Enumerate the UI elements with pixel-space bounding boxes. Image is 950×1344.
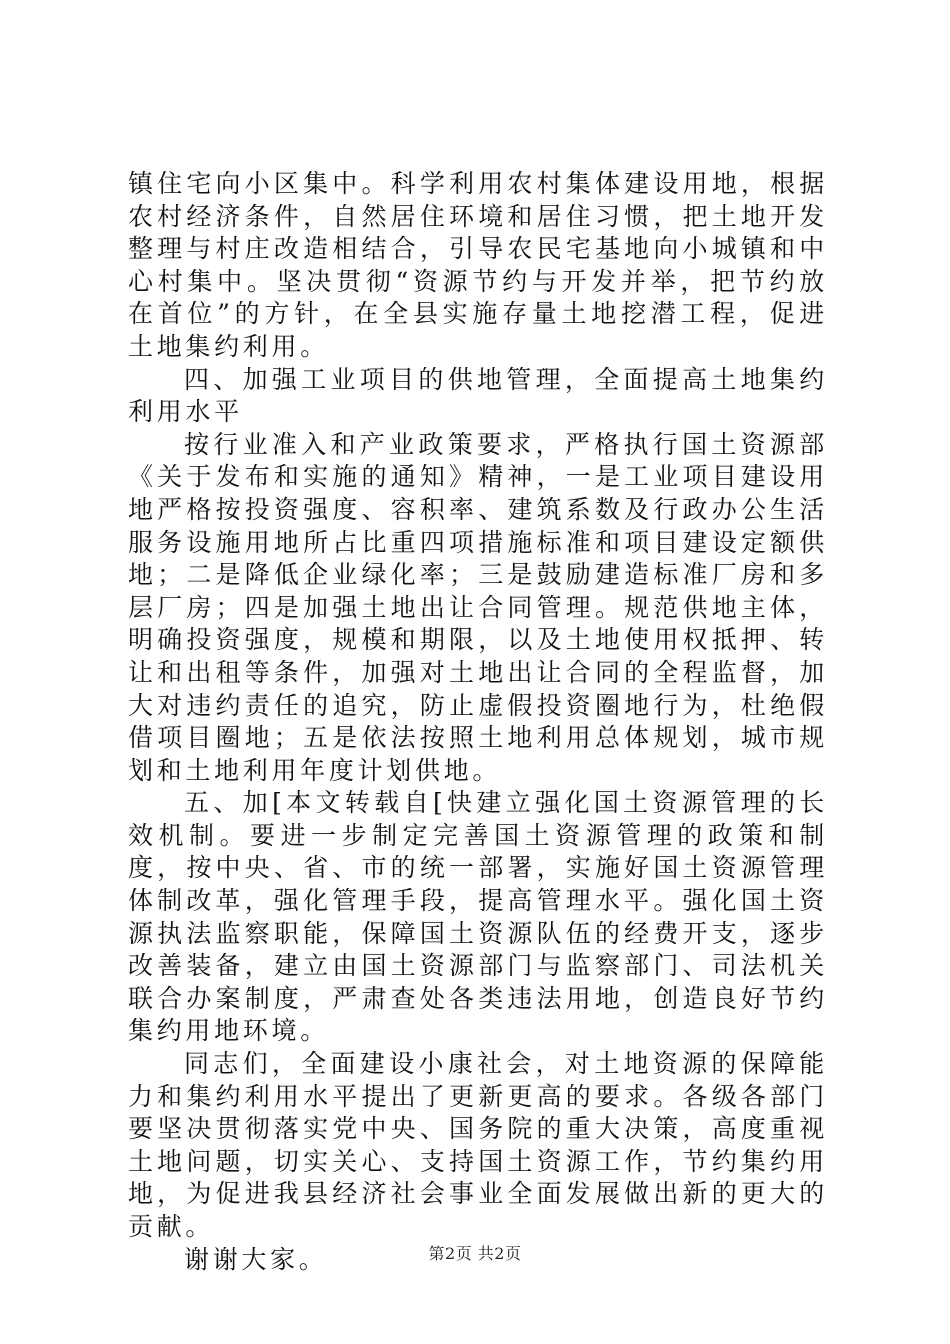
paragraph-continuation: 镇住宅向小区集中。科学利用农村集体建设用地，根据农村经济条件，自然居住环境和居住习惯，把土地开发整理与村庄改造相结合，引导农民宅基地向小城镇和中心村集中。坚决贯彻“资源节约与开发并举，把节约放在首位”的方针，在全县实施存量土地挖潜工程，促进土地集约利用。	[128, 169, 828, 361]
page-number-footer: 第2页 共2页	[428, 1244, 522, 1263]
paragraph-closing: 同志们，全面建设小康社会，对土地资源的保障能力和集约利用水平提出了更新更高的要求。各级各部门要坚决贯彻落实党中央、国务院的重大决策，高度重视土地问题，切实关心、支持国土资源工作，节约集约用地，为促进我县经济社会事业全面发展做出新的更大的贡献。	[128, 1049, 828, 1241]
document-body	[128, 168, 828, 1276]
paragraph-thanks: 谢谢大家。	[184, 1244, 328, 1274]
section-paragraph-five: 五、加[本文转载自[快建立强化国土资源管理的长效机制。要进一步制定完善国土资源管理的政策和制度，按中央、省、市的统一部署，实施好国土资源管理体制改革，强化管理手段，提高管理水平。强化国土资源执法监察职能，保障国土资源队伍的经费开支，逐步改善装备，建立由国土资源部门与监察部门、司法机关联合办案制度，严肃查处各类违法用地，创造良好节约集约用地环境。	[128, 788, 828, 1046]
section-heading-four: 四、加强工业项目的供地管理，全面提高土地集约利用水平	[128, 364, 828, 427]
paragraph-industrial-land: 按行业准入和产业政策要求，严格执行国土资源部《关于发布和实施的通知》精神，一是工业项目建设用地严格按投资强度、容积率、建筑系数及行政办公生活服务设施用地所占比重四项措施标准和项目建设定额供地；二是降低企业绿化率；三是鼓励建造标准厂房和多层厂房；四是加强土地出让合同管理。规范供地主体，明确投资强度，规模和期限，以及土地使用权抵押、转让和出租等条件，加强对土地出让合同的全程监督，加大对违约责任的追究，防止虚假投资圈地行为，杜绝假借项目圈地；五是依法按照土地利用总体规划，城市规划和土地利用年度计划供地。	[128, 429, 828, 785]
